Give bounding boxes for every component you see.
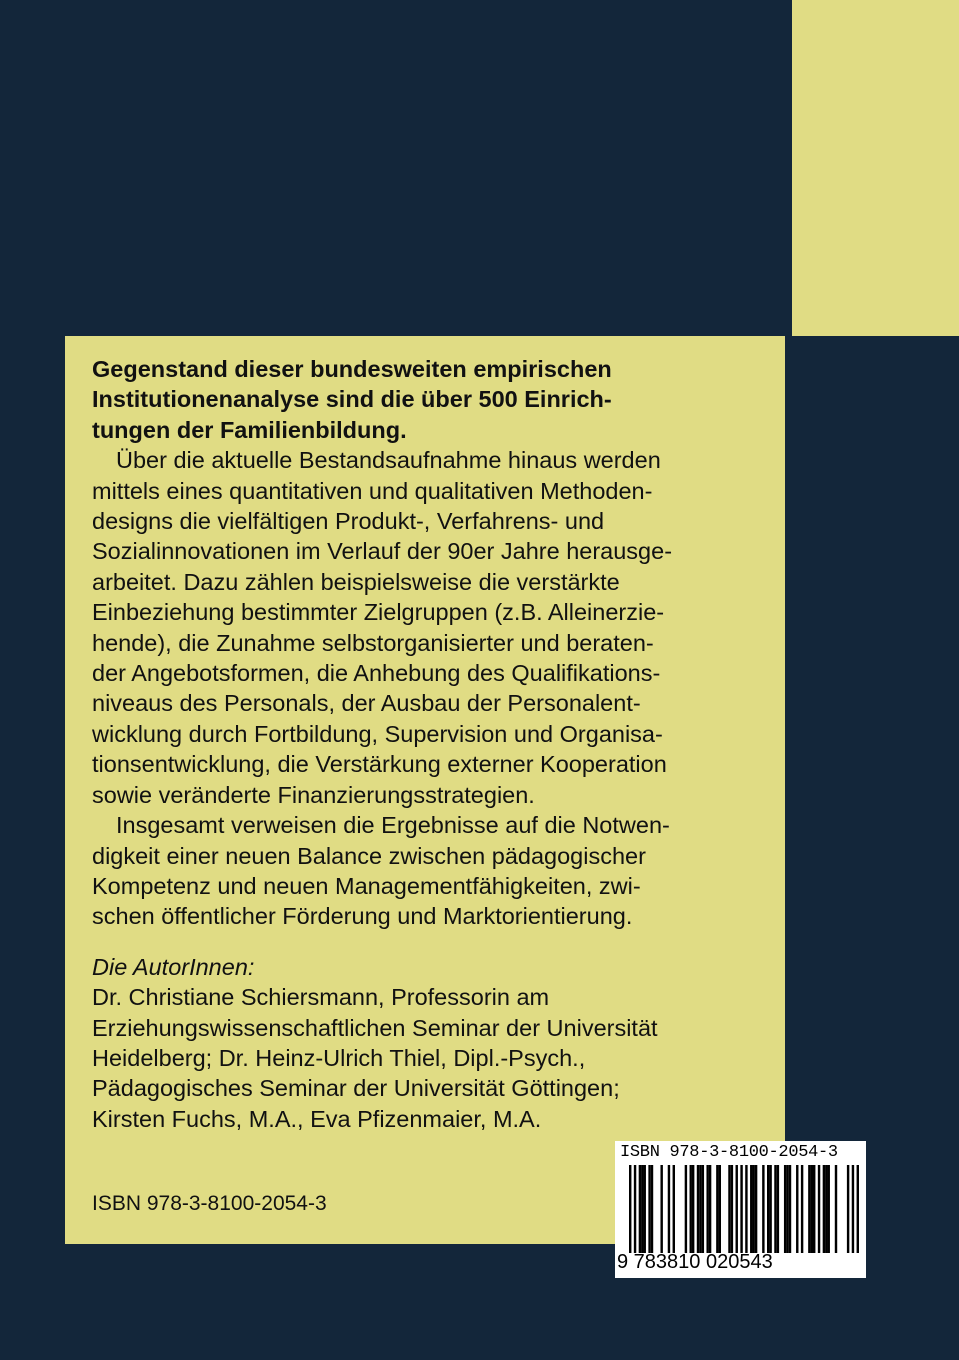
barcode-bar <box>823 1165 825 1253</box>
barcode-bar <box>828 1165 830 1253</box>
barcode-bar <box>740 1165 742 1253</box>
blurb-lead-line: Institutionenanalyse sind die über 500 Einrich- <box>92 386 612 413</box>
barcode-bar <box>719 1165 721 1253</box>
barcode-bar <box>702 1165 704 1253</box>
barcode-bar <box>796 1165 798 1253</box>
authors-line: Erziehungswissenschaftlichen Seminar der Universität <box>92 1014 658 1041</box>
barcode-bar <box>847 1165 849 1253</box>
barcode <box>615 1141 866 1278</box>
barcode-bar <box>762 1165 764 1253</box>
isbn-label: ISBN 978-3-8100-2054-3 <box>92 1192 327 1215</box>
corner-accent-block <box>792 0 959 336</box>
barcode-bar <box>639 1165 641 1253</box>
blurb-paragraph-line: Insgesamt verweisen die Ergebnisse auf die Notwen- <box>116 812 670 839</box>
barcode-bar <box>789 1165 791 1253</box>
barcode-bar <box>668 1165 670 1253</box>
barcode-bar <box>852 1165 854 1253</box>
barcode-bar <box>752 1165 754 1253</box>
blurb-paragraph-line: der Angebotsformen, die Anhebung des Qualifikations- <box>92 660 661 687</box>
blurb-lead-line: Gegenstand dieser bundesweiten empirischen <box>92 356 612 382</box>
barcode-bar <box>769 1165 771 1253</box>
blurb-paragraph-line: wicklung durch Fortbildung, Supervision und Organisa- <box>92 720 663 747</box>
barcode-bars <box>629 1165 859 1253</box>
blurb-lead-line: tungen der Familienbildung. <box>92 416 407 443</box>
barcode-bar <box>811 1165 813 1253</box>
barcode-bar <box>644 1165 646 1253</box>
barcode-bar <box>777 1165 779 1253</box>
barcode-bar <box>813 1165 815 1253</box>
barcode-bar <box>835 1165 837 1253</box>
barcode-bar <box>697 1165 699 1253</box>
blurb-paragraph-line: mittels eines quantitativen und qualitativen Methoden- <box>92 477 653 504</box>
barcode-bar <box>716 1165 718 1253</box>
barcode-bar <box>641 1165 643 1253</box>
barcode-bar <box>750 1165 752 1253</box>
barcode-bar <box>709 1165 711 1253</box>
authors-heading: Die AutorInnen: <box>92 953 255 980</box>
barcode-bar <box>857 1165 859 1253</box>
authors-line: Kirsten Fuchs, M.A., Eva Pfizenmaier, M.A. <box>92 1105 542 1132</box>
authors-line: Dr. Christiane Schiersmann, Professorin am <box>92 984 550 1011</box>
barcode-bar <box>690 1165 692 1253</box>
blurb-paragraph-line: Kompetenz und neuen Managementfähigkeiten, zwi- <box>92 872 641 899</box>
barcode-bar <box>728 1165 730 1253</box>
blurb-paragraph-line: arbeitet. Dazu zählen beispielsweise die verstärkte <box>92 568 620 595</box>
barcode-bar <box>685 1165 687 1253</box>
authors-line: Pädagogisches Seminar der Universität Göttingen; <box>92 1075 620 1102</box>
barcode-bar <box>660 1165 662 1253</box>
authors-line: Heidelberg; Dr. Heinz-Ulrich Thiel, Dipl.-Psych., <box>92 1044 586 1071</box>
barcode-bar <box>808 1165 810 1253</box>
barcode-bar <box>786 1165 788 1253</box>
barcode-bar <box>648 1165 650 1253</box>
barcode-bar <box>745 1165 747 1253</box>
barcode-isbn-text: ISBN 978-3-8100-2054-3 <box>620 1143 838 1162</box>
blurb-paragraph-line: schen öffentlicher Förderung und Marktorientierung. <box>92 903 633 930</box>
barcode-bar <box>755 1165 757 1253</box>
blurb-paragraph-line: sowie veränderte Finanzierungsstrategien. <box>92 781 535 808</box>
barcode-bar <box>706 1165 708 1253</box>
barcode-bar <box>801 1165 803 1253</box>
barcode-bar <box>736 1165 738 1253</box>
barcode-bar <box>634 1165 636 1253</box>
barcode-bar <box>651 1165 653 1253</box>
blurb-paragraph-line: Sozialinnovationen im Verlauf der 90er Jahre herausge- <box>92 538 673 565</box>
barcode-bar <box>629 1165 631 1253</box>
spacer <box>92 932 772 952</box>
blurb-paragraph-line: tionsentwicklung, die Verstärkung externer Kooperation <box>92 751 667 778</box>
blurb-paragraph-line: niveaus des Personals, der Ausbau der Personalent- <box>92 690 641 717</box>
blurb-paragraph-line: Über die aktuelle Bestandsaufnahme hinaus werden <box>116 447 661 474</box>
barcode-bar <box>825 1165 827 1253</box>
barcode-bar <box>673 1165 675 1253</box>
blurb-paragraph-line: digkeit einer neuen Balance zwischen pädagogischer <box>92 842 646 869</box>
barcode-bar <box>774 1165 776 1253</box>
blurb-paragraph-line: hende), die Zunahme selbstorganisierter und beraten- <box>92 629 654 656</box>
barcode-bar <box>731 1165 733 1253</box>
barcode-bar <box>767 1165 769 1253</box>
blurb-paragraph-line: Einbeziehung bestimmter Zielgruppen (z.B. Alleinerzie- <box>92 599 665 626</box>
blurb-paragraph-line: designs die vielfältigen Produkt-, Verfahrens- und <box>92 508 605 535</box>
barcode-bar <box>784 1165 786 1253</box>
barcode-number: 9 783810 020543 <box>617 1251 773 1273</box>
barcode-bar <box>818 1165 820 1253</box>
barcode-bar <box>692 1165 694 1253</box>
barcode-bar <box>699 1165 701 1253</box>
back-cover-text <box>92 354 772 1134</box>
